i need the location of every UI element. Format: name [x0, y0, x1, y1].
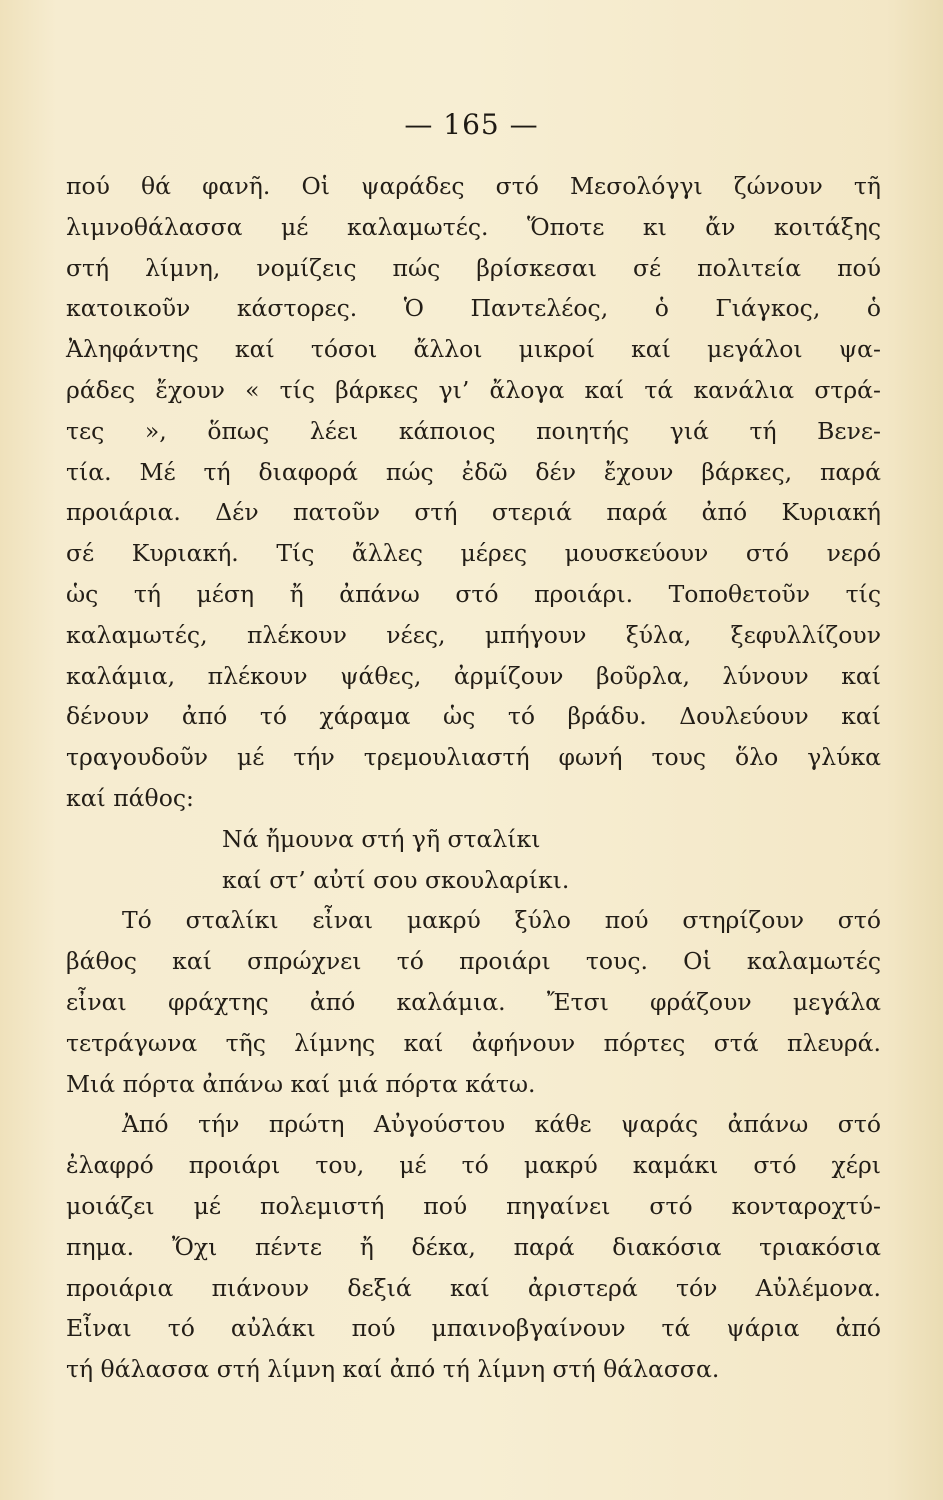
text-line: στή λίμνη, νομίζεις πώς βρίσκεσαι σέ πολιτεία πού [66, 253, 881, 282]
body-text [66, 166, 881, 1390]
text-line: τες », ὅπως λέει κάποιος ποιητής γιά τή Βενε- [66, 416, 881, 445]
text-line: Μιά πόρτα ἀπάνω καί μιά πόρτα κάτω. [66, 1069, 536, 1098]
text-line: τή θάλασσα στή λίμνη καί ἀπό τή λίμνη στή θάλασσα. [66, 1355, 720, 1384]
text-line: πημα. Ὄχι πέντε ἤ δέκα, παρά διακόσια τριακόσια [66, 1232, 881, 1261]
text-line: βάθος καί σπρώχνει τό προιάρι τους. Οἱ καλαμωτές [66, 947, 881, 976]
text-line: ἐλαφρό προιάρι του, μέ τό μακρύ καμάκι στό χέρι [66, 1151, 881, 1180]
text-line: λιμνοθάλασσα μέ καλαμωτές. Ὅποτε κι ἄν κοιτάξης [66, 212, 881, 241]
verse-line: Νά ἤμουνα στή γῆ σταλίκι [222, 824, 541, 853]
text-line: εἶναι φράχτης ἀπό καλάμια. Ἔτσι φράζουν μεγάλα [66, 987, 881, 1016]
text-line: Ἀπό τήν πρώτη Αὐγούστου κάθε ψαράς ἀπάνω στό [122, 1110, 881, 1139]
page-number: — 165 — [404, 108, 539, 141]
text-line: μοιάζει μέ πολεμιστή πού πηγαίνει στό κονταροχτύ- [66, 1191, 881, 1220]
text-line: τραγουδοῦν μέ τήν τρεμουλιαστή φωνή τους ὅλο γλύκα [66, 743, 881, 772]
text-line: καί πάθος: [66, 783, 194, 812]
text-line: ὡς τή μέση ἤ ἀπάνω στό προιάρι. Τοποθετοῦν τίς [66, 579, 881, 608]
text-line: καλαμωτές, πλέκουν νέες, μπήγουν ξύλα, ξεφυλλίζουν [66, 620, 881, 649]
text-line: κατοικοῦν κάστορες. Ὁ Παντελέος, ὁ Γιάγκος, ὁ [66, 294, 881, 323]
text-line: Ἀληφάντης καί τόσοι ἄλλοι μικροί καί μεγάλοι ψα- [66, 335, 881, 364]
text-line: τία. Μέ τή διαφορά πώς ἐδῶ δέν ἔχουν βάρκες, παρά [66, 457, 881, 486]
text-line: δένουν ἀπό τό χάραμα ὡς τό βράδυ. Δουλεύουν καί [66, 702, 881, 731]
text-line: προιάρια. Δέν πατοῦν στή στεριά παρά ἀπό Κυριακή [66, 498, 881, 527]
text-line: πού θά φανῆ. Οἱ ψαράδες στό Μεσολόγγι ζώνουν τῆ [66, 172, 881, 200]
text-line: προιάρια πιάνουν δεξιά καί ἀριστερά τόν Αὐλέμονα. [66, 1273, 881, 1302]
text-line: Εἶναι τό αὐλάκι πού μπαινοβγαίνουν τά ψάρια ἀπό [66, 1314, 881, 1343]
text-line: σέ Κυριακή. Τίς ἄλλες μέρες μουσκεύουν στό νερό [66, 539, 881, 568]
verse-line: καί στ’ αὐτί σου σκουλαρίκι. [222, 865, 570, 894]
text-line: τετράγωνα τῆς λίμνης καί ἀφήνουν πόρτες στά πλευρά. [66, 1028, 881, 1057]
text-line: Τό σταλίκι εἶναι μακρύ ξύλο πού στηρίζουν στό [122, 906, 881, 935]
text-line: ράδες ἔχουν « τίς βάρκες γι’ ἄλογα καί τά κανάλια στρά- [66, 375, 881, 404]
text-line: καλάμια, πλέκουν ψάθες, ἀρμίζουν βοῦρλα, λύνουν καί [66, 661, 881, 690]
